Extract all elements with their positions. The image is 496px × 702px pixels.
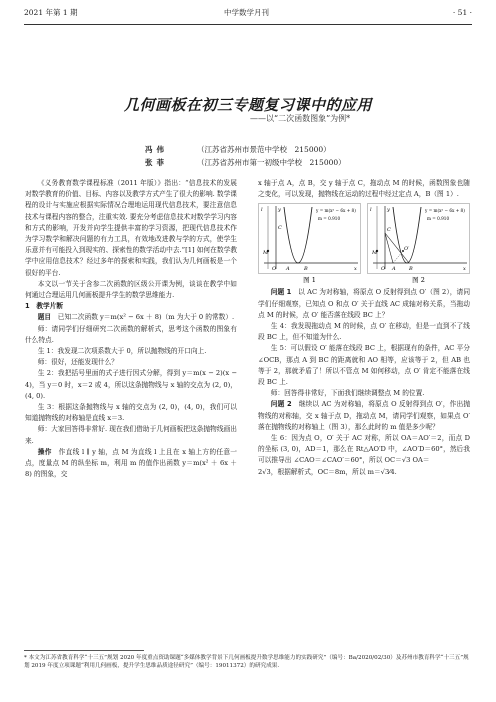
- figure-caption: 图 2: [412, 276, 425, 285]
- parabola-plot-1: [258, 203, 361, 285]
- question-text: 继续以 AC 为对称轴，将原点 O 反射得到点 O′，作出抛物线的对称轴，交 x 轴于点 D，拖动点 M，请同学们观察，如果点 O′ 落在抛物线的对称轴上（图 3），那么此时的 m 值是多少呢？: [258, 400, 471, 431]
- running-header: [24, 6, 472, 20]
- figure-1: [258, 203, 361, 285]
- svg-text:C: C: [387, 227, 391, 234]
- author-1: [145, 143, 346, 156]
- svg-text:M: M: [372, 250, 378, 257]
- function-label: y = m(x² − 6x + 8): [316, 208, 356, 214]
- author-block: [145, 143, 346, 169]
- svg-text:M: M: [263, 250, 269, 257]
- operation-label: 操作: [37, 447, 52, 456]
- svg-text:B: B: [409, 266, 413, 273]
- operation-text: 作直线 l ∥ y 轴，点 M 为直线 l 上且在 x 轴上方的任意一点，度量点 M 的纵坐标 m，利用 m 的值作出函数 y＝m(x² ＋ 6x ＋ 8) 的图象，交: [25, 447, 237, 479]
- dialogue-line: 生 5：可以假设 O′ 能落在线段 BC 上，根据现有的条件，AC 平分 ∠OCB，那点 A 到 BC 的距离就和 AO 相等，应该等于 2，但 AB 也等于 2，那就矛盾了！所以不管点 M 如何移动，点 O′ 肯定不能落在线段 BC 上.: [258, 344, 470, 387]
- article-subtitle: ——以“二次函数图象”为例*: [250, 114, 351, 123]
- dialogue-line: 生 4：我发现拖动点 M 的时候，点 O′ 在移动，但是一直到不了线段 BC 上，但不知道为什么.: [258, 322, 470, 342]
- dialogue-line: 师：回答得非常好，下面我们继续调整点 M 的位置.: [270, 389, 425, 398]
- dialogue-line: 师：请同学们仔细研究二次函数的解析式，思考这个函数的图象有什么特点.: [25, 324, 237, 344]
- svg-text:C: C: [278, 225, 282, 232]
- question-1: [258, 287, 470, 321]
- question-2: [258, 399, 470, 433]
- svg-text:A: A: [392, 266, 396, 273]
- dialogue-line: 2√3，根据解析式，OC＝8m，所以 m＝√3⁄4.: [258, 467, 397, 476]
- dialogue-line: 生 2：我把括号里面的式子进行因式分解，得到 y＝m(x − 2)(x − 4)，当 y＝0 时，x＝2 或 4，所以这条抛物线与 x 轴的交点为 (2, 0)，(4, 0).: [25, 369, 237, 400]
- article-title: 几何画板在初三专题复习课中的应用: [123, 96, 372, 114]
- author-name: 张菲: [145, 158, 168, 167]
- svg-text:l: l: [261, 207, 263, 214]
- right-column: [258, 178, 470, 478]
- header-rule: [24, 24, 472, 25]
- parabola-plot-2: [367, 203, 470, 285]
- problem-statement: [25, 312, 237, 323]
- svg-text:O: O: [272, 266, 277, 273]
- question-label: 问题 1: [270, 288, 292, 297]
- question-label: 问题 2: [270, 400, 292, 409]
- paragraph: x 轴于点 A，点 B，交 y 轴于点 C，拖动点 M 的时候，函数图象也随之变化，可以发现，抛物线在运动的过程中经过定点 A，B（图 1）.: [258, 179, 470, 199]
- dialogue-line: 生 1：我发现二次项系数大于 0，所以抛物线的开口向上.: [37, 347, 207, 356]
- function-label: y = m(x² − 6x + 8): [425, 208, 465, 214]
- author-name: 冯伟: [145, 145, 168, 154]
- problem-label: 题目: [37, 313, 52, 322]
- svg-text:l: l: [370, 207, 372, 214]
- paragraph: 本文以一节关于含参二次函数的区级公开课为例，谈谈在教学中如何通过合理运用几何画板提升学生的数学思维能力.: [25, 279, 237, 300]
- footnote: * 本文为江苏省教育科学“十三五”规划 2020 年度重点资助课题“多媒体教学背景下几何画板提升数学思维能力的实践研究”（编号：Ba/2020/02/30）及苏州市教育科学“十三五”规划 2019 年度立项课题“利用几何画板，提升学生思维品质途径研究”（编号：19011372）的研究成果.: [24, 655, 469, 670]
- m-readout: m = 0.910: [427, 216, 450, 222]
- dialogue-line: 生 3：根据这条抛物线与 x 轴的交点为 (2, 0)，(4, 0)，我们可以知道抛物线的对称轴是直线 x＝3.: [25, 403, 237, 423]
- question-text: 以 AC 为对称轴，将原点 O 反射得到点 O′（图 2），请同学们仔细观察，已知点 O 和点 O′ 关于直线 AC 成轴对称关系，当拖动点 M 的时候，点 O′ 能否落在线段 BC 上？: [258, 288, 471, 319]
- svg-text:x: x: [354, 266, 357, 273]
- svg-text:O: O: [381, 266, 386, 273]
- header-journal: 中学数学月刊: [224, 8, 269, 17]
- author-affiliation: （江苏省苏州市第一初级中学校 215000）: [197, 158, 346, 167]
- svg-text:A: A: [286, 266, 290, 273]
- svg-text:O′: O′: [404, 246, 410, 253]
- left-column: [25, 178, 237, 480]
- author-affiliation: （江苏省苏州市景范中学校 215000）: [197, 145, 331, 154]
- dialogue-line: 师：很好，还能发现什么？: [37, 358, 118, 367]
- dialogue-line: 生 6：因为点 O，O′ 关于 AC 对称，所以 OA＝AO′＝2，而点 D 的坐标 (3, 0)，AD＝1，那么在 Rt△AO′D 中，∠AO′D＝60°，然后我可以推导出 ∠CAO＝∠CAO′＝60°，所以 OC＝√3 OA＝: [258, 434, 470, 465]
- operation-step: [25, 447, 237, 481]
- figure-caption: 图 1: [303, 276, 316, 285]
- header-issue: 2021 年第 1 期: [24, 8, 78, 17]
- footnote-rule: [24, 650, 144, 651]
- svg-text:y: y: [387, 207, 390, 214]
- header-page-number: · 51 ·: [452, 8, 472, 17]
- problem-text: 已知二次函数 y＝m(x² − 6x ＋ 8)（m 为大于 0 的常数）.: [57, 313, 235, 322]
- author-2: [145, 156, 346, 169]
- section-heading: 1 教学片断: [25, 302, 64, 311]
- dialogue-line: 师：大家回答得非常好. 现在我们借助于几何画板把这条抛物线画出来.: [25, 425, 237, 445]
- paragraph: 《义务教育数学课程标准（2011 年版）》指出：“信息技术的发展对数学教育的价值、目标、内容以及教学方式产生了很大的影响. 数学课程的设计与实施应根据实际情况合理地运用现代信息技术，要注意信息技术与课程内容的整合，注重实效. 要充分考虑信息技术对数学学习内容和方式的影响，开发并向学生提供丰富的学习资源，把现代信息技术作为学习数学和解决问题的有力工具，有效地改进教与学的方式，使学生乐意并有可能投入到现实的、探索性的数学活动中去.”[1] 如何在数学教学中应用信息技术？经过多年的探索和实践，我们认为几何画板是一个很好的平台.: [25, 179, 237, 277]
- svg-text:B: B: [304, 266, 308, 273]
- m-readout: m = 0.910: [318, 216, 341, 222]
- svg-text:y: y: [278, 207, 281, 214]
- figure-row: [258, 203, 470, 285]
- figure-2: [367, 203, 470, 285]
- svg-text:x: x: [463, 266, 466, 273]
